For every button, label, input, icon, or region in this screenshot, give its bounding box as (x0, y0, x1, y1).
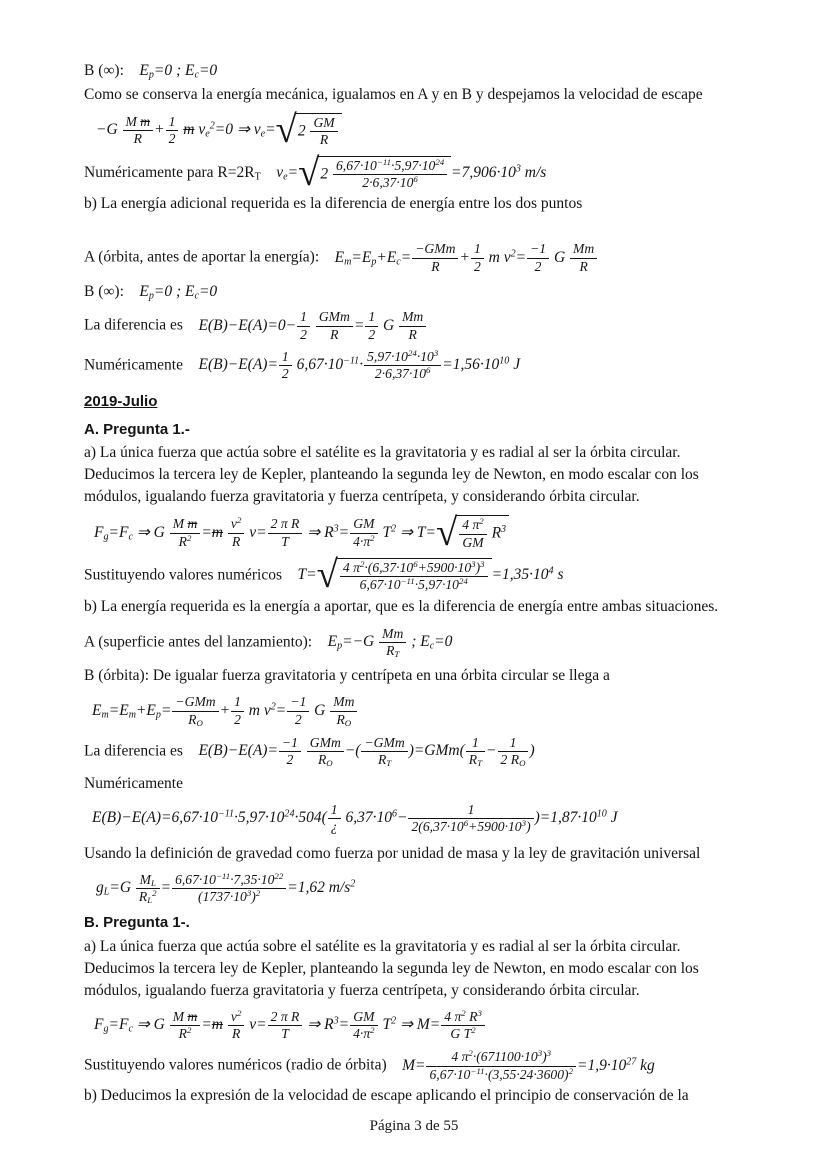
text-segment: a) La única fuerza que actúa sobre el satélite es la gravitatoria y es radial al ser la órbita circular. Deducimos la tercera ley de Kepler, planteando la segunda ley de Newton, en modo escalar con los módulos, igualando fuerza gravitatoria y fuerza centrípeta, y considerando órbita circular. (84, 444, 703, 506)
math-segment: T= √ $\frac{4 \pi^2\cdot(6,37\cdot 10^6+5900\cdot 10^3)^3}{6,67\cdot 10^{-11}\cdot 5,97\cdot 10^{24}}$ $=1,35\cdot 10^4$ s (297, 553, 564, 597)
text-segment: B. Pregunta 1-. (84, 914, 190, 932)
text-segment: Sustituyendo valores numéricos (84, 566, 298, 584)
math-segment: −G $\frac{\text{M m}}{R}$ + $\frac{1}{2}$ m $v_e^2=0$ ⇒ $v_e=$ √ 2 $\frac{GM}{R}$ (96, 121, 342, 138)
text-line (84, 1085, 752, 1107)
text-segment: Numéricamente (84, 774, 183, 792)
text-segment: a) La única fuerza que actúa sobre el satélite es la gravitatoria y es radial al ser la órbita circular. Deducimos la tercera ley de Kepler, planteando la segunda ley de Newton, en modo escalar con los módulos, igualando fuerza gravitatoria y fuerza centrípeta, y considerando órbita circular. (84, 937, 703, 999)
math-segment: $v_e=$ √ 2 $\frac{6,67\cdot 10^{-11}\cdot 5,97\cdot 10^{24}}{2\cdot 6,37\cdot 10^6}$ $=7,906\cdot 10^3$ m/s (276, 151, 547, 195)
text-segment: La diferencia es (84, 316, 199, 334)
text-line (84, 84, 752, 106)
text-line (84, 60, 752, 82)
text-segment: La diferencia es (84, 742, 199, 760)
math-segment: E(B)−E(A)=0− $\frac{1}{2}$ GMm R = $\frac{1}{2}$ G $\frac{Mm}{R}$ (198, 317, 427, 334)
text-line (84, 735, 752, 769)
formula-line (84, 1009, 752, 1043)
text-segment: 2019-Julio (84, 392, 158, 410)
text-line (84, 349, 752, 383)
text-line (84, 936, 752, 1002)
text-line (84, 596, 752, 618)
formula-line (84, 108, 752, 152)
math-segment: $F_g=F_c$ ⇒ G $\frac{\text{M m}}{R^2}$ =m $\frac{v^2}{R}$ v= $\frac{\text{2 π R}}{T}$ ⇒ $R^3=$ $\frac{GM}{4\cdot\pi^2}$ $T^2$ ⇒ T= √ $\frac{4 \pi^2}{GM}$ $R^3$ (94, 524, 509, 541)
text-line (84, 442, 752, 508)
document-body (84, 58, 752, 1109)
section-heading (84, 912, 752, 933)
text-segment: A. Pregunta 1.- (84, 420, 190, 438)
math-segment: $E_m=E_m+E_p=$ −GMm $R_O$ + $\frac{1}{2}$ m $v^2=$ $\frac{-1}{2}$ G $\frac{Mm}{R_O}$ (92, 702, 358, 719)
formula-line (84, 802, 752, 836)
text-segment: B (∞): (84, 62, 140, 79)
text-segment: b) Deducimos la expresión de la velocidad de escape aplicando el principio de conservación de la (84, 1086, 689, 1104)
text-segment: Usando la definición de gravedad como fuerza por unidad de masa y la ley de gravitación universal (84, 844, 701, 862)
text-segment: Como se conserva la energía mecánica, igualamos en A y en B y despejamos la velocidad de escape (84, 86, 703, 103)
math-segment: $E_p=0$ ; $E_c=0$ (139, 283, 218, 302)
text-line (84, 843, 752, 865)
math-segment: $E_p=-G$ $\frac{Mm}{R_T}$ ; $E_c=0$ (327, 625, 453, 660)
formula-line (84, 872, 752, 906)
page-footer: Página 3 de 55 (369, 1118, 459, 1134)
text-segment: b) La energía adicional requerida es la diferencia de energía entre los dos puntos (84, 195, 583, 213)
math-segment: E(B)−E(A)= $\frac{1}{2}$ $6,67\cdot 10^{-11}\cdot$ $\frac{5,97\cdot 10^{24}\cdot 10^3}{2\cdot 6,37\cdot 10^6}$ $=1,56\cdot 10^{10}$ J (198, 348, 521, 382)
text-line (84, 626, 752, 660)
text-line (84, 281, 752, 303)
text-line (84, 665, 752, 687)
section-heading (84, 391, 752, 412)
math-segment: M= $\frac{4 \pi^2\cdot(671100\cdot 10^3)^3}{6,67\cdot 10^{-11}\cdot(3,55\cdot 24\cdot 3600)^2}$ $=1,9\cdot 10^{27}$ kg (402, 1048, 655, 1082)
text-line (84, 773, 752, 795)
text-line (84, 309, 752, 343)
text-segment: b) La energía requerida es la energía a aportar, que es la diferencia de energía entre ambas situaciones. (84, 597, 719, 615)
formula-line (84, 510, 752, 554)
math-segment: $F_g=F_c$ ⇒ G $\frac{\text{M m}}{R^2}$ =m $\frac{v^2}{R}$ v= $\frac{\text{2 π R}}{T}$ ⇒ $R^3=$ $\frac{GM}{4\cdot\pi^2}$ $T^2$ ⇒ M= $\frac{4 \pi^2 R^3}{G T^2}$ (94, 1016, 486, 1033)
text-segment: A (órbita, antes de aportar la energía): (84, 248, 335, 266)
text-line (84, 241, 752, 275)
text-line (84, 553, 752, 597)
math-segment: $E_m=E_p+E_c=$ −GMm R + $\frac{1}{2}$ m $v^2=$ $\frac{-1}{2}$ G $\frac{Mm}{R}$ (335, 249, 599, 266)
text-segment: Numéricamente para $R=2R_T$ (84, 164, 261, 183)
text-line (84, 1049, 752, 1083)
math-segment: E(B)−E(A)= $\frac{-1}{2}$ GMm $R_O$ −( −GMm $R_T$ )=GMm( $\frac{1}{R_T}$ − $\frac{1}{2 R_O}$ ) (198, 735, 535, 769)
text-line (84, 193, 752, 215)
math-segment: $g_L=G$ $\frac{M_L}{R_L^2}$ = $\frac{6,67\cdot 10^{-11}\cdot 7,35\cdot 10^{22}}{(1737\cdot 10^3)^2}$ =1,62 $m/s^2$ (96, 870, 356, 906)
text-line (84, 151, 752, 195)
text-segment: B (órbita): De igualar fuerza gravitatoria y centrípeta en una órbita circular se llega a (84, 667, 610, 685)
text-segment: A (superficie antes del lanzamiento): (84, 633, 328, 651)
formula-line (84, 694, 752, 728)
math-segment: $E(B)-E(A)=6,67\cdot 10^{-11}\cdot 5,97\cdot 10^{24}\cdot 504$( 1 ¿ $6,37\cdot 10^6-$ $\frac{1}{2(6,37\cdot 10^6+5900\cdot 10^3)}$ )$=1,87\cdot 10^{10}$ J (92, 801, 618, 835)
text-segment: B (∞): (84, 283, 140, 301)
text-segment: Sustituyendo valores numéricos (radio de órbita) (84, 1056, 403, 1074)
text-segment: Numéricamente (84, 356, 199, 374)
math-segment: $E_p=0$ ; $E_c=0$ (139, 62, 218, 81)
section-heading (84, 419, 752, 440)
